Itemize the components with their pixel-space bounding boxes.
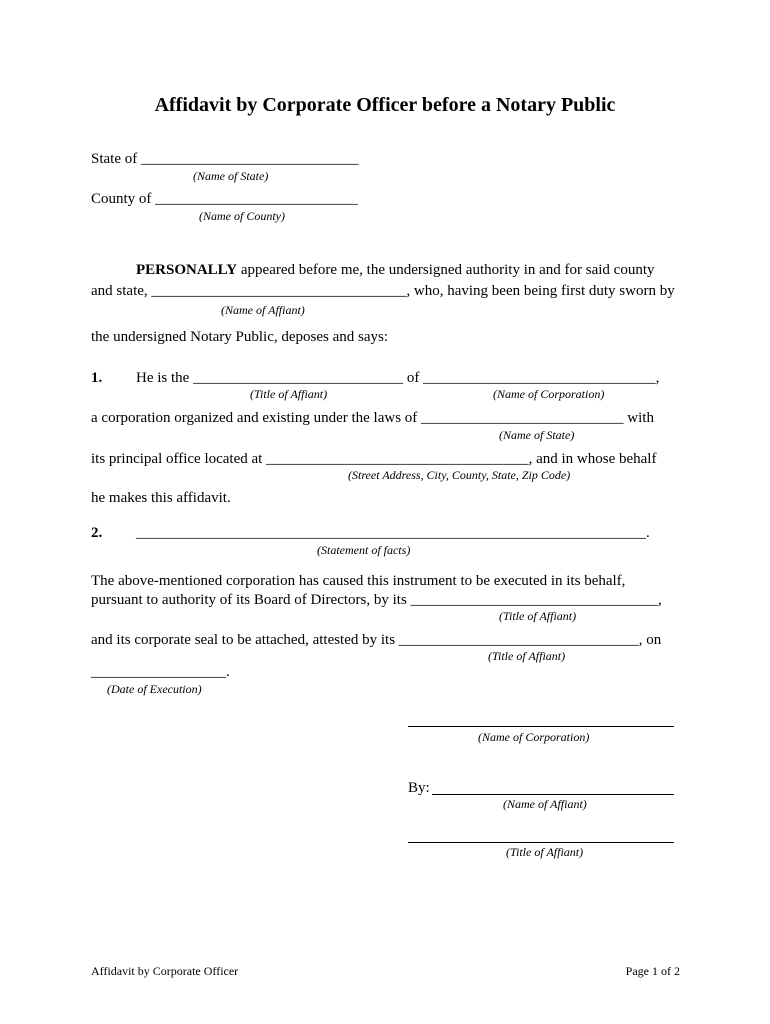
item2-line: ____________________________________________________________________. — [136, 525, 650, 541]
state-caption: (Name of State) — [193, 169, 269, 183]
footer-title: Affidavit by Corporate Officer — [91, 964, 239, 978]
para2-line1: The above-mentioned corporation has caused this instrument to be executed in its behalf, — [91, 573, 626, 589]
affiant-caption: (Name of Affiant) — [221, 303, 305, 317]
item1-line1: He is the ____________________________ of _______________________________, — [136, 370, 660, 386]
para2-line2: pursuant to authority of its Board of Directors, by its _________________________________, — [91, 592, 662, 608]
affiant-signature-line — [432, 794, 674, 795]
by-label: By: — [408, 780, 430, 796]
item2-number: 2. — [91, 525, 103, 541]
item1-state-caption: (Name of State) — [499, 428, 575, 442]
item1-line2: a corporation organized and existing under the laws of ___________________________ with — [91, 410, 654, 426]
sig-affiant-caption: (Name of Affiant) — [503, 797, 587, 811]
para1-line3: the undersigned Notary Public, deposes and says: — [91, 329, 389, 345]
para2-caption1: (Title of Affiant) — [499, 609, 577, 623]
item1-address-caption: (Street Address, City, County, State, Zip Code) — [348, 468, 571, 482]
para2-line4: __________________. — [91, 664, 230, 680]
para2-line3: and its corporate seal to be attached, attested by its ________________________________, on — [91, 632, 662, 648]
item1-line4: he makes this affidavit. — [91, 490, 231, 506]
corporation-signature-line — [408, 726, 674, 727]
item2-caption: (Statement of facts) — [317, 543, 411, 557]
para1-line1 — [136, 262, 655, 279]
para2-caption2: (Title of Affiant) — [488, 649, 566, 663]
item1-line3: its principal office located at ___________________________________, and in whose behalf — [91, 451, 657, 467]
item1-number: 1. — [91, 370, 103, 386]
county-caption: (Name of County) — [199, 209, 285, 223]
para1-line2: and state, __________________________________, who, having been being first duty sworn by — [91, 283, 675, 299]
item1-corp-caption: (Name of Corporation) — [493, 387, 605, 401]
para1-line1-rest: appeared before me, the undersigned authority in and for said county — [237, 262, 655, 278]
personally-bold: PERSONALLY — [136, 262, 238, 278]
item1-title-caption: (Title of Affiant) — [250, 387, 328, 401]
document-title: Affidavit by Corporate Officer before a Notary Public — [154, 94, 616, 116]
sig-title-caption: (Title of Affiant) — [506, 845, 584, 859]
county-line: County of ___________________________ — [91, 191, 358, 207]
title-signature-line — [408, 842, 674, 843]
sig-corp-caption: (Name of Corporation) — [478, 730, 590, 744]
footer-page-number: Page 1 of 2 — [625, 964, 680, 978]
date-caption: (Date of Execution) — [107, 682, 202, 696]
state-line: State of _____________________________ — [91, 151, 359, 167]
